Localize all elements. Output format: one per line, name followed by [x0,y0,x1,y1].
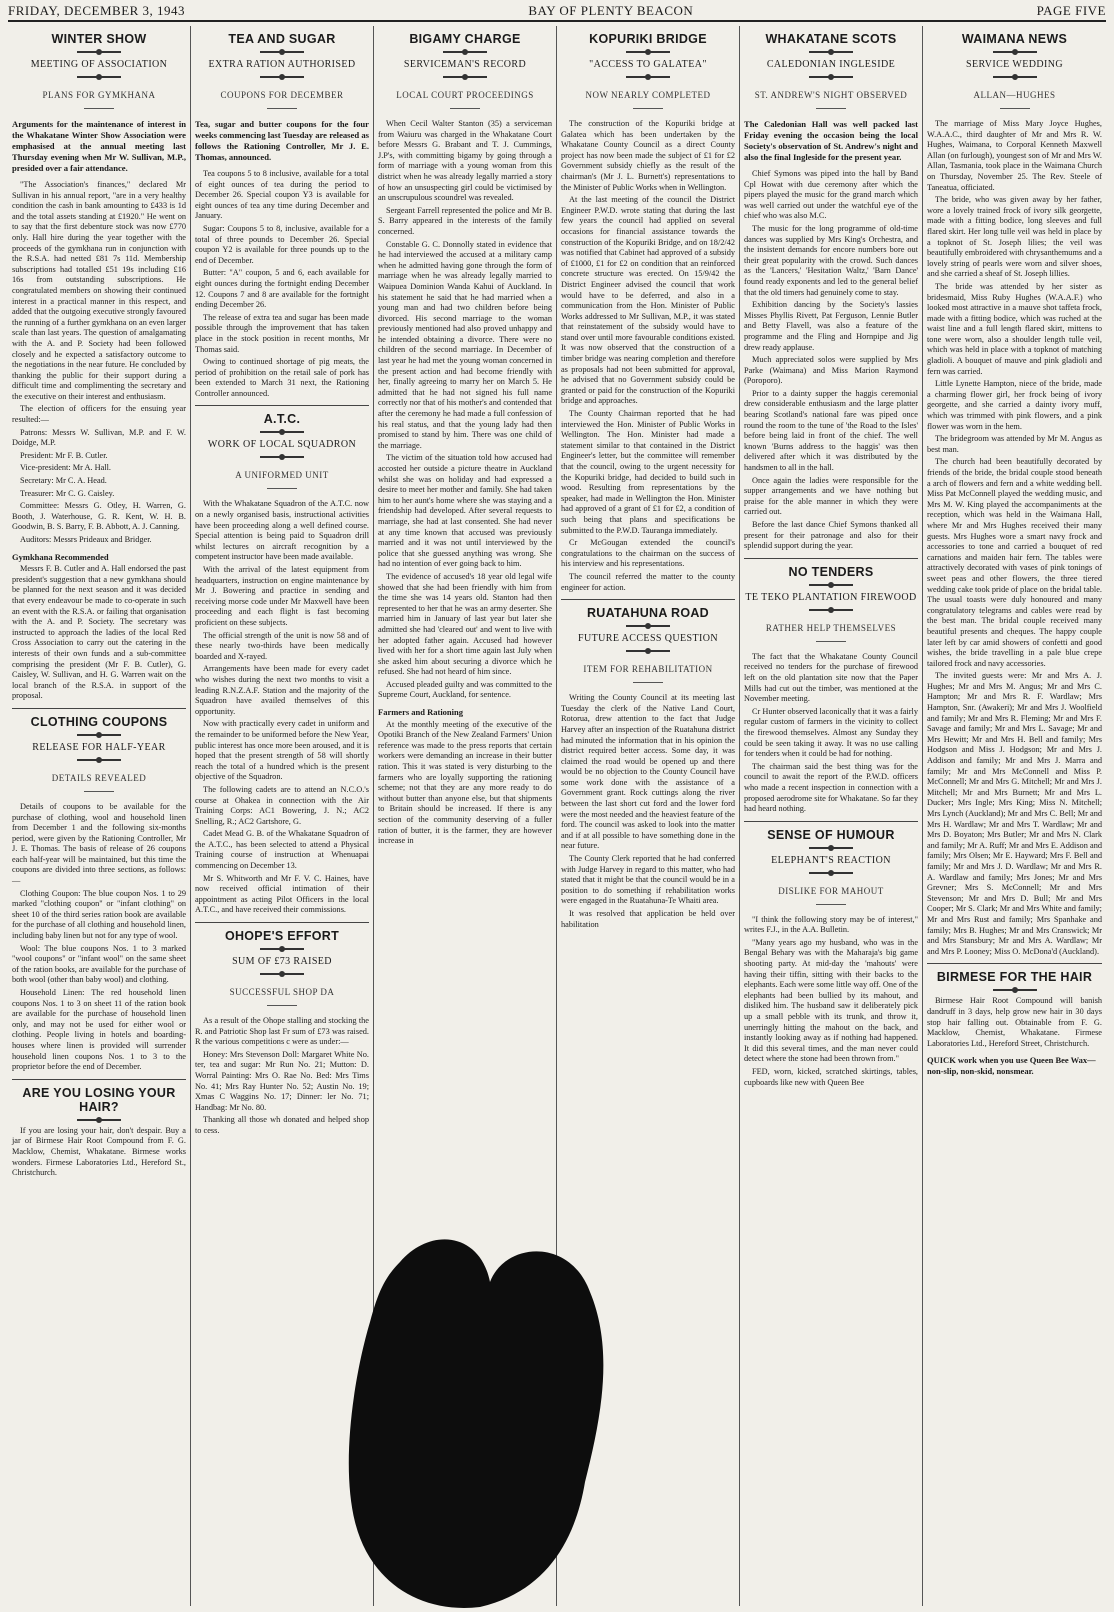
paragraph: "The Association's finances," declared Mr Sullivan in his annual report, "are in a very healthy condition the cash in bank amounting to £433 is 1d and the total assets standing at £1920." He went on to say that the first debenture stock was now £770 only. Hall hire during the year together with the proceeds of the gymkhana run in conjunction with the R.S.A. had netted £81 7s 11d. Membership subscriptions had totalled £51 19s including £16 16s from outstanding subscriptions. He congratulated members on showing their continued interest in a practical manner in this respect, and added that the outgoing executive strongly favoured the running of a further gymkhana on an even larger scale than last years. The question of amalgamating with the A. and P. Society had been followed closely and he expected a satisfactory outcome to the negotiations in the near future. He concluded by thanking the public for their support during a difficult time and complimenting the secretary and the executive on their interest and enthusiasm. [12,180,186,401]
article [744,828,918,1089]
article-heading: BIRMESE FOR THE HAIR [936,970,1093,985]
paragraph: Before the last dance Chief Symons thanked all present for their patronage and also for their splendid support during the year. [744,520,918,551]
article [744,32,918,552]
paragraph: Owing to continued shortage of pig meats, the period of prohibition on the retail sale of pork has been extended to March 31 next, the Rationing Controller announced. [195,357,369,398]
paragraph: Treasurer: Mr C. G. Caisley. [20,488,115,498]
article-heading: WHAKATANE SCOTS [765,32,897,46]
article-divider [927,963,1102,964]
paragraph: Now with practically every cadet in uniform and the remainder to be uniformed before the New Year, public interest has once more been aroused, and it is hoped that the present strength of 58 will shortly reach the total of a hundred which is the present objective of the Squadron. [195,719,369,782]
paragraph: Chief Symons was piped into the hall by Band Cpl Howat with due ceremony after which the pipers played the music for the grand march which was well carried out under the watchful eye of the chief who was also M.C. [744,169,918,221]
paragraph: The music for the long programme of old-time dances was supplied by Mrs King's Orchestra, and the insistent demands for encore numbers bore out their great popularity with the crowd. Such dances as the 'Lancers,' 'Hesitation Waltz,' 'Barn Dance' found ready exponents and led to the general belief that the old timers had genuinely come to stay. [744,223,918,297]
paragraph: It was resolved that application be held over habilitation [561,909,735,929]
article-subheading: SERVICE WEDDING [966,59,1063,70]
article [744,565,918,815]
article-deck: LOCAL COURT PROCEEDINGS [378,90,552,109]
paragraph: "Many years ago my husband, who was in the Bengal Behary was with the Maharaja's big game shooting party. At mid-day the 'mahouts' were having their tiffin, sitting with their backs to the elephants. Each were some little way off. One of the elephants had been bullied by its mahout, and disliked him. The husband saw it deliberately pick up a small pebble with its trunk, and throw it, unerringly hitting the mahout on the back, and instantly looking away as if nothing had happened. It did this several times, and the man never could detect where the stone had been thrown from." [744,937,918,1064]
subheading-rule [260,456,304,458]
article [12,32,186,702]
heading-rule [626,51,670,53]
article-deck: RATHER HELP THEMSELVES [744,623,918,642]
article-heading: TEA AND SUGAR [228,32,336,46]
paragraph: Committee: Messrs G. Otley, H. Warren, G. Booth, J. Waterhouse, G. R. Kent, W. H. B. Goodwin, B. S. Barry, F. B. Abbott, A. J. Canning. [12,501,186,532]
paragraph: The bridegroom was attended by Mr M. Angus as best man. [927,434,1102,454]
article-heading: WAIMANA NEWS [961,32,1068,46]
subheading-rule [993,76,1037,78]
heading-rule [993,989,1037,991]
paragraph: Writing the County Council at its meeting last Tuesday the clerk of the Native Land Court, Rotorua, drew attention to the fact that Judge Harvey after an inspection of the Ruatahuna district had minuted the information that in his opinion the district required better access. Some day, it was claimed the road would be opened up and there would be no objection to the County Council have some work done with the assistance of a Government grant. Rock cuttings along the river between the last short cut ford and the lower ford were the most needed and the heaviest feature of the ford. The council was asked to look into the matter and if at all possible to have something done in the near future. [561,693,735,851]
paragraph: Sugar: Coupons 5 to 8, inclusive, available for a total of three pounds to December 26. Special coupon Y2 is available for three pounds up to the end of December. [195,223,369,265]
paragraph: "I think the following story may be of interest," writes F.J., in the A.A. Bulletin. [744,914,918,935]
article [561,32,735,593]
paper-title: BAY OF PLENTY BEACON [528,3,694,18]
article-heading: WINTER SHOW [51,32,147,46]
paragraph: Mr S. Whitworth and Mr F. V. C. Haines, have now received official intimation of their appointment as acting Pilot Officers in the local A.T.C., and have received their commissions. [195,873,369,915]
paragraph: Thanking all those wh donated and helped shop to cess. [195,1115,369,1135]
heading-rule [993,51,1037,53]
article-deck: ITEM FOR REHABILITATION [561,664,735,683]
subheading-rule [443,76,487,78]
ink-blot [330,1222,630,1612]
article-deck: ST. ANDREW'S NIGHT OBSERVED [744,90,918,109]
paragraph: Sergeant Farrell represented the police and Mr B. S. Barry appeared in the interests of the family concerned. [378,205,552,236]
issue-date: FRIDAY, DECEMBER 3, 1943 [8,3,186,18]
paragraph: Wool: The blue coupons Nos. 1 to 3 marked "wool coupons" or "infant wool" on the same sheet of the ration books, are available for the purchase of both wool (other than baby wool) and clothing. [12,943,186,985]
article-subheading: SUM OF £73 RAISED [232,956,332,968]
paragraph: Tea coupons 5 to 8 inclusive, available for a total of eight ounces of tea during the period to December 26. Special coupon Y3 is available for eight ounces of tea any time during December and January. [195,169,369,221]
paragraph: President: Mr F. B. Cutler. [20,450,108,460]
page-number: PAGE FIVE [1036,3,1106,18]
article-heading: NO TENDERS [788,564,874,579]
subheading-rule [77,76,121,78]
paragraph-heading: Farmers and Rationing [378,707,463,718]
paragraph: The County Chairman reported that he had interviewed the Hon. Minister of Public Works in Wellington. The Hon. Minister had made a statement similar to that contained in the District Engineer's letter, but the committee will remember that the council, owing to the urgent necessity for the Kopuriki bridge, had decided to build such in wood. Resulting from representations by the speaker, had made in Wellington the Hon. Minister had approved of a grant of £1 for £2, a condition of such being that plans and specifications be submitted to the P.W.D. Tauranga immediately. [561,409,735,535]
paragraph: Honey: Mrs Stevenson Doll: Margaret White No. ter, tea and sugar: Mr Run No. 21; Mutton: D. Worral Painting: Mrs O. Rae No. Bed: Mrs Tims No. 41; Mrs Ray Hunter No. 52; Austin No. 19; Xmas C Waggins No. 17; Dinner: ler No. 71; Handbag: Mr No. 80. [195,1049,369,1112]
heading-rule [809,584,853,586]
article [378,32,552,847]
article-intro: Arguments for the maintenance of interest in the Whakatane Winter Show Association were emphasised at the annual meeting last Thursday evening when Mr W. Sullivan, M.P., presided over a fair attendance. [12,119,186,173]
paragraph: The following cadets are to attend an N.C.O.'s course at Ohakea in connection with the Air Training Corps: AC1 Bowering, J. N.; AC2 Snelling, R.; AC2 Gartshore, G. [195,784,369,826]
paragraph: Patrons: Messrs W. Sullivan, M.P. and F. W. Doidge, M.P. [12,427,186,448]
article-subheading: ELEPHANT'S REACTION [771,854,891,866]
paragraph: The marriage of Miss Mary Joyce Hughes, W.A.A.C., third daughter of Mr and Mrs R. W. Hughes, Waimana, to Corporal Kenneth Maxwell Allan (on furlough), youngest son of Mr and Mrs W. Allan, Tasmania, took place in the Waimana Church on Thursday, November 25. The Rev. Steele of Taneatua, officiated. [927,119,1102,192]
paragraph: The election of officers for the ensuing year resulted:— [12,404,186,425]
paragraph: Cr Hunter observed laconically that it was a fairly regular custom of farmers in the vicinity to collect the firewood themselves. Almost any Sunday they could be seen taking it away. It was no use calling for tenders when it could be had for nothing. [744,706,918,759]
paragraph: With the arrival of the latest equipment from headquarters, instruction on engine maintenance by Mr J. Bowering and practice in sending and receiving morse code under Mr Maxwell have been proceeding and each flight is fast becoming proficient on these subjects. [195,565,369,627]
column-6 [923,26,1106,1606]
article-heading: KOPURIKI BRIDGE [589,32,707,46]
article-subheading: CALEDONIAN INGLESIDE [766,59,896,70]
paragraph: Exhibition dancing by the Society's lassies Misses Phyllis Rivett, Pat Ferguson, Lennie Butler and Betty Flavell, was also a feature of the programme and the Fling and Hornpipe and Jig drew ready applause. [744,300,918,352]
heading-rule [260,948,304,950]
paragraph: If you are losing your hair, don't despair. Buy a jar of Birmese Hair Root Compound from F. G. Macklow, Chemist, Whakatane. Birmese works wonders. Firmese Laboratories Ltd., Hereford St., Christchurch. [12,1125,186,1178]
article-intro: The Caledonian Hall was well packed last Friday evening the occasion being the local Society's observation of St. Andrew's night and also the final Ingleside for the present year. [744,119,918,162]
heading-rule [626,625,670,627]
paragraph: Clothing Coupon: The blue coupon Nos. 1 to 29 marked "clothing coupon" or "infant clothing" on sheet 10 of the third series ration book are available for the purchase of all clothing and household linen, including baby linen but not for any type of wool. [12,888,186,941]
paragraph: Household Linen: The red household linen coupons Nos. 1 to 3 on sheet 11 of the ration book are available for the purchase of household linen only, and may not be used for either wool or clothing. People living in hotels and boarding-houses where linen is provided will surrender household linen coupons Nos. 1 to 3 to the proprietor before the end of December. [12,988,186,1072]
paragraph: At the last meeting of the council the District Engineer P.W.D. wrote stating that during the last few years the council had applied on several occasions for financial assistance towards the construction of the Kopuriki Bridge, and on 18/2/42 was notified that Cabinet had approved of a subsidy of £1000, £1 for £2 on condition that an reinforced concrete structure was erected. On 15/9/42 the District Engineer advised the council that work would have to be deferred, and also in a communication from the Hon. Minister of Public Works addressed to Mr Sullivan, M.P., it was stated that reinstatement of the subsidy would have to stand over until more favourable conditions existed. It was now observed that the construction of a timber bridge was nearing completion and therefore as proposals had not been submitted for approval, he advised that no Government subsidy could be granted or paid for the construction of the Kopuriki bridge and approaches. [561,195,735,406]
article-deck: A UNIFORMED UNIT [195,470,369,489]
article-divider [195,405,369,406]
article [12,715,186,1073]
article-subheading: TE TEKO PLANTATION FIREWOOD [745,591,917,603]
paragraph: With the Whakatane Squadron of the A.T.C. now on a newly organised basis, instructional activities have been proceeding along a well defined course. Special attention is being paid to Squadron drill whilst lectures on aircraft recognition by a competent instructor have been made available. [195,499,369,562]
article-heading: RUATAHUNA ROAD [586,606,709,621]
article-divider [12,1079,186,1080]
article-divider [12,708,186,709]
article-intro: Tea, sugar and butter coupons for the four weeks commencing last Tuesday are released as follows the Rationing Controller, Mr J. E. Thomas, announced. [195,119,369,162]
heading-rule [809,51,853,53]
subheading-rule [809,76,853,78]
article-divider [744,821,918,822]
paragraph: Auditors: Messrs Prideaux and Bridger. [20,535,152,544]
paragraph: FED, worn, kicked, scratched skirtings, tables, cupboards like new with Queen Bee [744,1067,918,1087]
article [195,32,369,399]
column-5 [740,26,923,1606]
paragraph: Once again the ladies were responsible for the supper arrangements and we have nothing but praise for the able manner in which they were carried out. [744,475,918,517]
paragraph: Arrangements have been made for every cadet who wishes during the next two months to visit a leading R.N.Z.A.F. Station and the majority of the Squadron have availed themselves of this opportunity. [195,664,369,716]
article-deck: SUCCESSFUL SHOP DA [195,987,369,1006]
paragraph: The County Clerk reported that he had conferred with Judge Harvey in regard to this matter, who had stated that it might be that the council would be in a position to do something if rehabilitation works were engaged in the Ruatahuna-Te Whaiti area. [561,854,735,906]
article-deck: NOW NEARLY COMPLETED [561,90,735,109]
subheading-rule [77,759,121,761]
article-heading: SENSE OF HUMOUR [767,827,895,842]
subheading-rule [260,76,304,78]
article-heading: BIGAMY CHARGE [409,32,521,46]
paragraph: Little Lynette Hampton, niece of the bride, made a charming flower girl, her frock being of ivory georgette, and she carried a dainty ivory muff, which was trimmed with pink flowers, and a pink flower was worn in the hem. [927,379,1102,431]
paragraph: The bride, who was given away by her father, wore a lovely trained frock of ivory silk georgette, made with a fitting bodice, long sleeves and full flared skirt. Her long tulle veil was held in place by a topknot of St. Joseph lilies; the veil was beautifully embroidered with chrysanthemums and a lovely string of pearls were worn and silver shoes, and she carried a sheaf of St. Joseph lillies. [927,195,1102,279]
paragraph: When Cecil Walter Stanton (35) a serviceman from Waiuru was charged in the Whakatane Court before Messrs G. Brabant and T. J. Cummings, J.P's, with committing bigamy by going through a form of marriage with a young woman from this district when he was already legally married a story of how an unsuspecting girl could be victimised by an unscrupulous scoundrel was revealed. [378,119,552,203]
article-heading: A.T.C. [263,412,301,427]
article-divider [561,599,735,600]
heading-rule [443,51,487,53]
article-subheading: MEETING OF ASSOCIATION [30,59,168,70]
paragraph: The bride was attended by her sister as bridesmaid, Miss Ruby Hughes (W.A.A.F.) who looked most attractive in a mauve shot taffeta frock, made with a fitting bodice, which was ruched at the waist line and a full length flared skirt, mittens to tone were worn, also a shoulder length tulle veil, which was held in place with a topknot of matching gladioli. A bouquet of mauve and pink gladioli and fern was carried. [927,281,1102,376]
article-deck: DETAILS REVEALED [12,773,186,792]
paragraph: Constable G. C. Donnolly stated in evidence that he had interviewed the accused at a military camp when he admitted having gone through the form of marriage when he was already legally married to Waipuea Dominion Wanda Kahui of Auckland. In his statement he said that he had married when a young man and had two children before being divorced. His second marriage to the woman previously mentioned had also proved unhappy and he intended obtaining a divorce. There were no children of the second marriage. In December of last year he had met the young woman concerned in the present action and had become friendly with her, finally agreeing to marry her on March 5. He admitted that he had not signed his full name correctly nor that of his mother's and contended that after the ceremony he had made a full confession of his real status, and that the young lady had then promised to stand by him. There was one child of the marriage. [378,239,552,450]
paragraph: The construction of the Kopuriki bridge at Galatea which has been undertaken by the Whakatane County Council as a direct County project has now been made the subject of £1 for £2 Government subsidy chiefly as the result of the chairman's (Mr J. L. Burnett's) representations to the Minister of Public Works when in Wellington. [561,119,735,192]
paragraph: The invited guests were: Mr and Mrs A. J. Hughes; Mr and Mrs M. Angus; Mr and Mrs C. Hampton; Mr and Mrs R. F. Wardlaw; Mrs Hampton, Snr. (Awakeri); Mr and Mrs J. Woolfield and family; Mr and Mrs R. Fleming; Mr and Mrs F. Savage and family; Mr and Mrs L. Savage; Mr and Mrs Hewitt; Mr and Mrs H. Bell and family; Mrs Hodgson and Miss J. Hodgson; Mr and Mrs J. Addison and family; Mr and Mrs J. Marra and family; Mr and Mrs McConnell and Miss P. McConnell; Mr and Mrs G. Mitchell; Mr and Mrs J. Mitchell; Mr and Mrs Burnett; Mr and Mrs L. Ducker; Mrs Ingle; Mrs King; Miss N. Mitchell; Mrs Lynch (Auckland); Mr and Mrs C. Bell; Mr and Mrs H. Wardlaw; Mr and Mrs T. Wardlaw; Mr and Mrs D. Boyaton; Mrs Butler; Mr and Mrs N. Clark and family; Mr A. Ruff; Mr and Mrs E. Addison and family; Mrs Olsen; Mr E. Hayward; Mrs F. Bell and family; Mr and Mrs J. D. Wardlaw; Mr and Mrs R. A. Wardlaw and family; Mrs Jones; Mr and Mrs Grevner; Mrs S. McConnell; Mr and Mrs Stevenson; Mr and Mrs D. Bull; Mr and Mrs Cooper; Mr S. Clark; Mr and Mrs White and family; Mr and Mrs Rust and family; Mrs Spanhake and family; Mrs B. Hughes; Mr and Mrs Cranswick; Mr and Mrs Stansbury; Mr and Mrs A. Wardlaw; Mr and Mrs P. Looney; Miss O. McDona'd (Auckland). [927,671,1102,956]
paragraph: The fact that the Whakatane County Council received no tenders for the purchase of firewood left on the old plantation site now that the Paper Mills had cut out the timber, was mentioned at the November meeting. [744,651,918,704]
article [195,929,369,1137]
subheading-rule [260,973,304,975]
paragraph: As a result of the Ohope stalling and stocking the R. and Patriotic Shop last Fr sum of £73 was raised. R the various competitions c were as under:— [195,1016,369,1047]
article [12,1086,186,1179]
masthead [8,2,1106,22]
heading-rule [260,51,304,53]
article-subheading: SERVICEMAN'S RECORD [403,59,527,70]
paragraph-heading: QUICK work when you use Queen Bee Wax—non-slip, non-skid, nonsmear. [927,1055,1096,1076]
paragraph: Vice-president: Mr A. Hall. [20,463,111,473]
paragraph: Cadet Mead G. B. of the Whakatane Squadron of the A.T.C., has been selected to attend a Physical Training course of instruction at Whenuapai commencing on December 13. [195,829,369,871]
article [927,970,1102,1076]
article-subheading: RELEASE FOR HALF-YEAR [32,741,166,753]
heading-rule [77,51,121,53]
paragraph: Prior to a dainty supper the haggis ceremonial drew considerable enthusiasm and the large platter bearing Scotland's national fare was piped once round the room to the tune of 'the Road to the Isles' before being laid in front of the chief. The well known 'Burns address to the haggis' was then delivered after which it was distributed by the handsmen to all in the hall. [744,388,918,473]
article [927,32,1102,957]
article-deck: DISLIKE FOR MAHOUT [744,886,918,905]
article [195,412,369,916]
paragraph: The victim of the situation told how accused had accosted her outside a picture theatre in Auckland whilst she was on holiday and had expressed a desire to meet her mother and family. She had taken him to her aunt's home where she was staying and a friendship had developed. After several requests to marriage, she had at last consented. She had never at any time known that accused was previously married and it was not until interviewed by the police that she guessed anything was wrong. She had no intention of ever going back to him. [378,453,552,569]
article-subheading: EXTRA RATION AUTHORISED [208,59,356,70]
article-heading: ARE YOU LOSING YOUR HAIR? [22,1085,176,1114]
paragraph: Accused pleaded guilty and was committed to the Supreme Court, Auckland, for sentence. [378,679,552,700]
paragraph: The council referred the matter to the county engineer for action. [561,571,735,592]
subheading-rule [626,650,670,652]
article-heading: OHOPE'S EFFORT [224,929,340,944]
subheading-rule [626,76,670,78]
article-deck: PLANS FOR GYMKHANA [12,90,186,109]
article-divider [744,558,918,559]
paragraph: Much appreciated solos were supplied by Mrs Parke (Waimana) and Miss Marion Raymond (Poroporo). [744,355,918,386]
paragraph: The release of extra tea and sugar has been made possible through the improvement that has taken place in the stock position in recent months, Mr Thomas said. [195,312,369,354]
paragraph: The official strength of the unit is now 58 and of these nearly two-thirds have been medically boarded and X-rayed. [195,630,369,661]
subheading-rule [809,609,853,611]
subheading-rule [809,872,853,874]
article-subheading: "ACCESS TO GALATEA" [589,59,707,70]
article-deck: ALLAN—HUGHES [927,90,1102,109]
paragraph: The evidence of accused's 18 year old legal wife showed that she had been friendly with him from the time she was 14 years old. Stanton had then represented to her that he was an army deserter. She married him in January of last year but later she admitted she had 'cleared out' and went to live with her adopted father again. Accused had however lived with her for a short time again last July when she asked him about securing a divorce which he refused. She had not heard of him since. [378,571,552,677]
heading-rule [77,1119,121,1121]
paragraph: Birmese Hair Root Compound will banish dandruff in 3 days, help grow new hair in 30 days stop hair falling out. Obtainable from F. G. Macklow, Chemist, Whakatane. Firmese Laboratories Ltd., Hereford Street, Christchurch. [927,996,1102,1048]
heading-rule [809,847,853,849]
paragraph-heading: Gymkhana Recommended [12,551,109,562]
article-heading: CLOTHING COUPONS [30,714,168,729]
heading-rule [260,431,304,433]
paragraph: The chairman said the best thing was for the council to await the report of the P.W.D. officers who made a recent inspection in connection with a proposed aerodrome site for Whakatane. So far they had heard nothing. [744,761,918,814]
article-subheading: WORK OF LOCAL SQUADRON [207,439,357,451]
paragraph: Messrs F. B. Cutler and A. Hall endorsed the past president's suggestion that a new gymkhana should be planned for the next season and it was decided that every endeavour be made to co-operate in such an event with the R.S.A. or failing that organisation with the A. and P. Society. The secretary was instructed to approach the ladies of the local Red Cross Association to carry out the catering in the interests of their own funds and a sub-committee comprising the president (Mr F. B. Cutler), G. Caisley, W. Sullivan, and H. G. Warren wait on the local branch of the R.S.A. in support of the proposal. [12,564,186,701]
paragraph: Cr McGougan extended the council's congratulations to the chairman on the success of his interview and his representations. [561,538,735,569]
paragraph: The church had been beautifully decorated by friends of the bride, the bridal couple stood beneath a arch of flowers and fern and a white wedding bell. Miss Pat McConnell played the wedding music, and Mrs M. W. King played the accompaniments at the reception, which was held in the Waimana Hall, where Mr and Mrs Hughes received their many guests. Mrs Hughes wore a smart navy frock and accessories to tone and carried a bouquet of red carnations and maiden hair fern. The tables were attractively decorated with vases of pink tonings of sweet peas and other flowers, the three tiered wedding cake took pride of place on the bridal table. The usual toasts were duly honoured and many congratulatory telegrams and cables were read by the best man. The bridal couple received many beautiful presents and cheques. The happy couple later left by car amid showers of confetti and good wishes, the bride travelling in a pale blue crepe tailored frock and navy accessories. [927,457,1102,668]
article-deck: COUPONS FOR DECEMBER [195,90,369,109]
paragraph: Details of coupons to be available for the purchase of clothing, wool and household linen from December 1 and the following six-months period, were given by the Rationing Controller, Mr J. E. Thomas. The basis of release of 26 coupons each half-year will be maintained, but this time the coupons are divided into three sections, as follows:— [12,801,186,886]
paragraph: Secretary: Mr C. A. Head. [20,476,107,486]
column-1 [8,26,191,1606]
paragraph: Butter: "A" coupon, 5 and 6, each available for eight ounces during the fortnight ending December 12. Coupons 7 and 8 are available for the fortnight ending December 26. [195,268,369,310]
article-subheading: FUTURE ACCESS QUESTION [578,633,718,645]
heading-rule [77,734,121,736]
article [561,606,735,930]
paragraph: At the monthly meeting of the executive of the Opotiki Branch of the New Zealand Farmers' Union reference was made to the press reports that certain workers were demanding an increase in their butter ration. This it was stated is very disturbing to the farmers who are loyally supporting the rationing scheme; not that they are any more ready to do without butter than anyone else, but that shipments to Britain should be increased. If there is any section of the community deserving of a fuller ration of butter, it is the farmer, they are however increase in [378,719,552,846]
article-divider [195,922,369,923]
